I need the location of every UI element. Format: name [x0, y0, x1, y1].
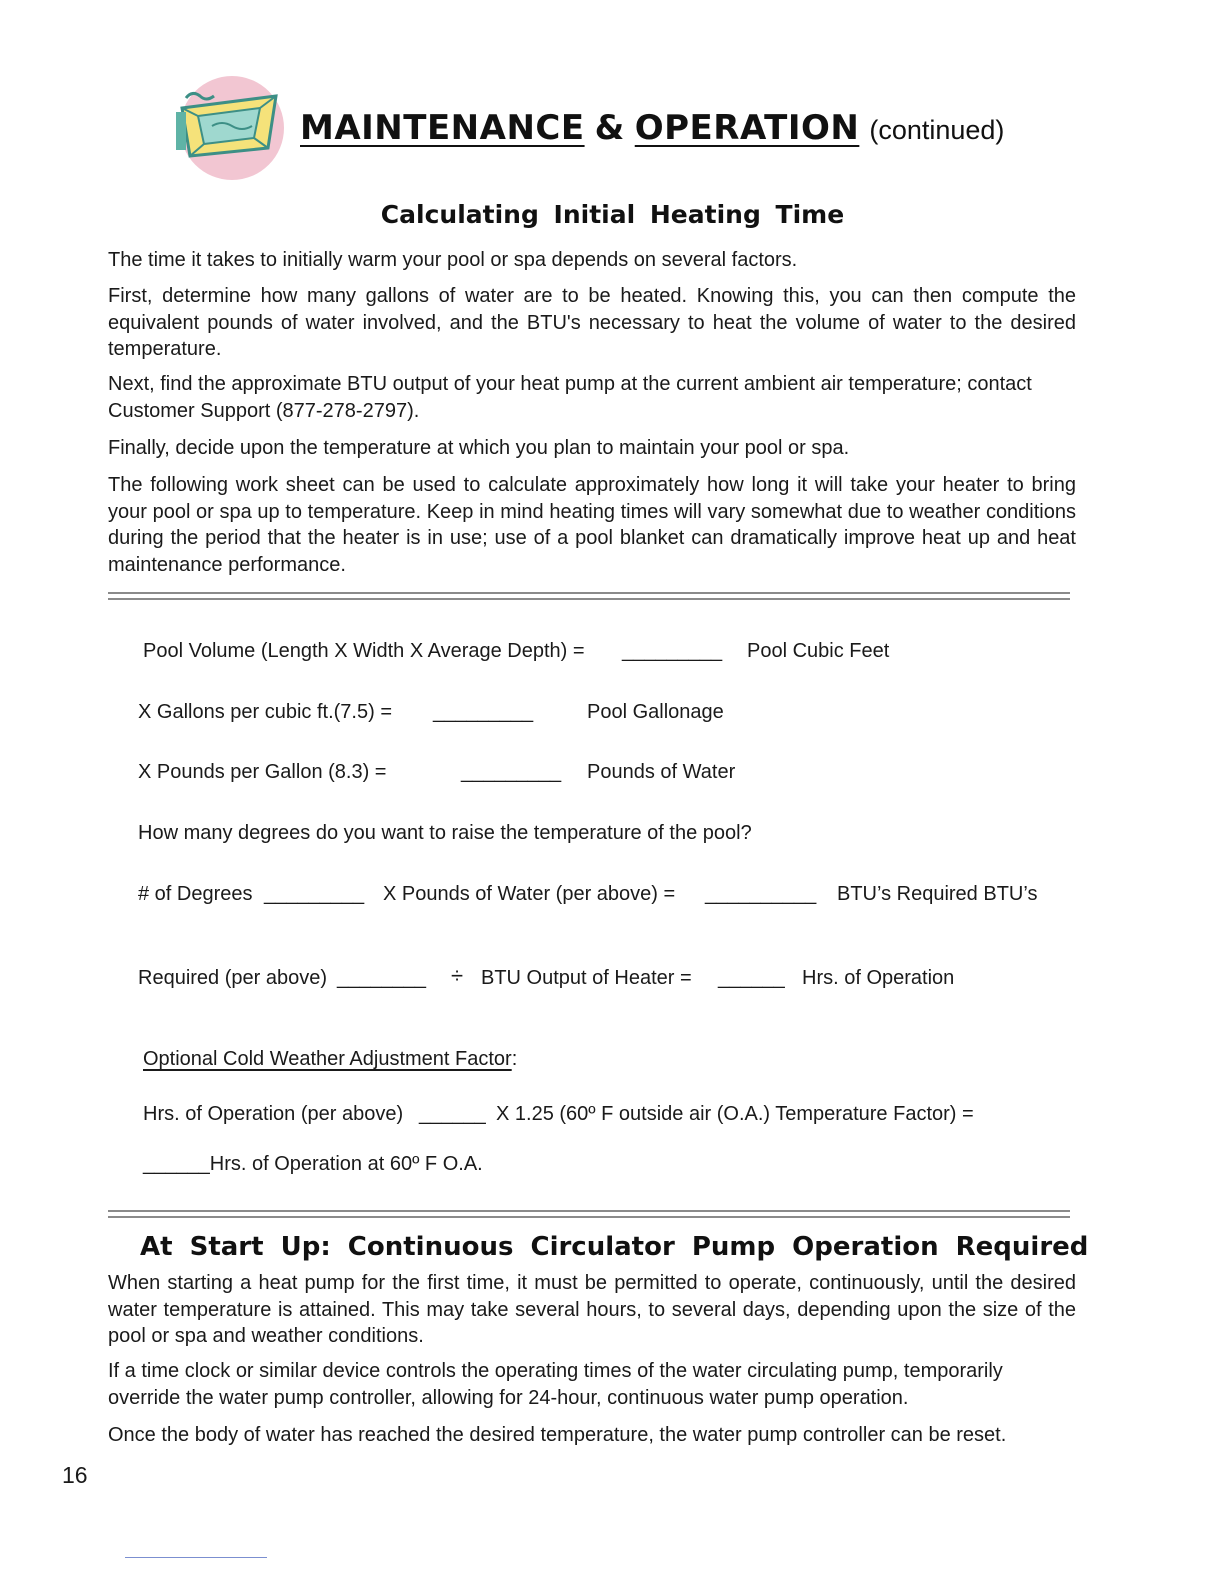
label-hrs-of-operation: Hrs. of Operation	[802, 967, 955, 989]
blank-hrs-per-above: ______	[419, 1103, 486, 1125]
blank-hrs: ______	[718, 967, 785, 989]
paragraph: Finally, decide upon the temperature at which you plan to maintain your pool or spa.	[108, 437, 850, 459]
worksheet-hrs-per-above: Hrs. of Operation (per above)	[143, 1103, 404, 1125]
worksheet-gallons: X Gallons per cubic ft.(7.5) =	[138, 701, 393, 723]
optional-title-text: Optional Cold Weather Adjustment Factor	[143, 1048, 512, 1070]
paragraph: Once the body of water has reached the desired temperature, the water pump controller can be reset.	[108, 1424, 1007, 1446]
paragraph: The time it takes to initially warm your pool or spa depends on several factors.	[108, 249, 798, 271]
header-operation: OPERATION	[634, 108, 860, 148]
label-btu-required: BTU’s Required BTU’s	[837, 883, 1038, 905]
header-continued: (continued)	[869, 115, 1005, 145]
divider	[108, 592, 1070, 600]
worksheet-pool-volume: Pool Volume (Length X Width X Average Depth) =	[143, 640, 585, 662]
divide-symbol: ÷	[451, 963, 464, 988]
blank-gallons: _________	[433, 701, 534, 723]
paragraph: The following work sheet can be used to calculate approximately how long it will take your heater to bring your pool or spa up to temperature. Keep in mind heating times will vary somewhat due to weather conditions during the period that the heater is in use; use of a pool blanket can dramatically improve heat up and heat maintenance performance.	[108, 474, 1076, 576]
divider	[108, 1210, 1070, 1218]
worksheet-pounds: X Pounds per Gallon (8.3) =	[138, 761, 387, 783]
blank-degrees: _________	[264, 883, 365, 905]
worksheet-final-line	[143, 1153, 483, 1176]
worksheet-degrees: # of Degrees	[138, 883, 253, 905]
optional-adjustment-title	[143, 1048, 517, 1071]
header-maintenance: MAINTENANCE	[300, 108, 585, 148]
blank-required: ________	[337, 967, 426, 989]
paragraph: First, determine how many gallons of water are to be heated. Knowing this, you can then compute the equivalent pounds of water involved, and the BTU's necessary to heat the volume of water to the desired temperature.	[108, 285, 1076, 360]
blank-final: ______	[143, 1153, 210, 1175]
optional-title-colon: :	[511, 1048, 518, 1070]
worksheet-question: How many degrees do you want to raise the temperature of the pool?	[138, 822, 752, 844]
label-pool-gallonage: Pool Gallonage	[587, 701, 724, 723]
footer-line	[125, 1557, 267, 1558]
label-pool-cubic-feet: Pool Cubic Feet	[747, 640, 890, 662]
blank-btu: __________	[705, 883, 817, 905]
worksheet-required: Required (per above)	[138, 967, 327, 989]
page-header	[300, 108, 1004, 148]
paragraph: Next, find the approximate BTU output of your heat pump at the current ambient air temperature; contact Customer Support (877-278-2797).	[108, 373, 1032, 422]
worksheet-x-pounds: X Pounds of Water (per above) =	[383, 883, 676, 905]
section-title-start-up: At Start Up: Continuous Circulator Pump Operation Required	[140, 1232, 1089, 1262]
worksheet-temperature-factor: X 1.25 (60º F outside air (O.A.) Temperature Factor) =	[496, 1103, 974, 1125]
label-final: Hrs. of Operation at 60º F O.A.	[209, 1153, 483, 1175]
worksheet-btu-output: BTU Output of Heater =	[481, 967, 692, 989]
pool-heater-logo	[168, 66, 288, 184]
paragraph: If a time clock or similar device controls the operating times of the water circulating pump, temporarily override the water pump controller, allowing for 24-hour, continuous water pump operation.	[108, 1360, 1003, 1409]
label-pounds-of-water: Pounds of Water	[587, 761, 736, 783]
paragraph: When starting a heat pump for the first time, it must be permitted to operate, continuously, until the desired water temperature is attained. This may take several hours, to several days, depending upon the size of the pool or spa and weather conditions.	[108, 1272, 1076, 1347]
blank-pounds: _________	[461, 761, 562, 783]
blank-pool-volume: _________	[622, 640, 723, 662]
section-title-heating-time: Calculating Initial Heating Time	[380, 200, 845, 229]
page-number: 16	[62, 1462, 88, 1488]
header-ampersand: &	[594, 108, 625, 148]
